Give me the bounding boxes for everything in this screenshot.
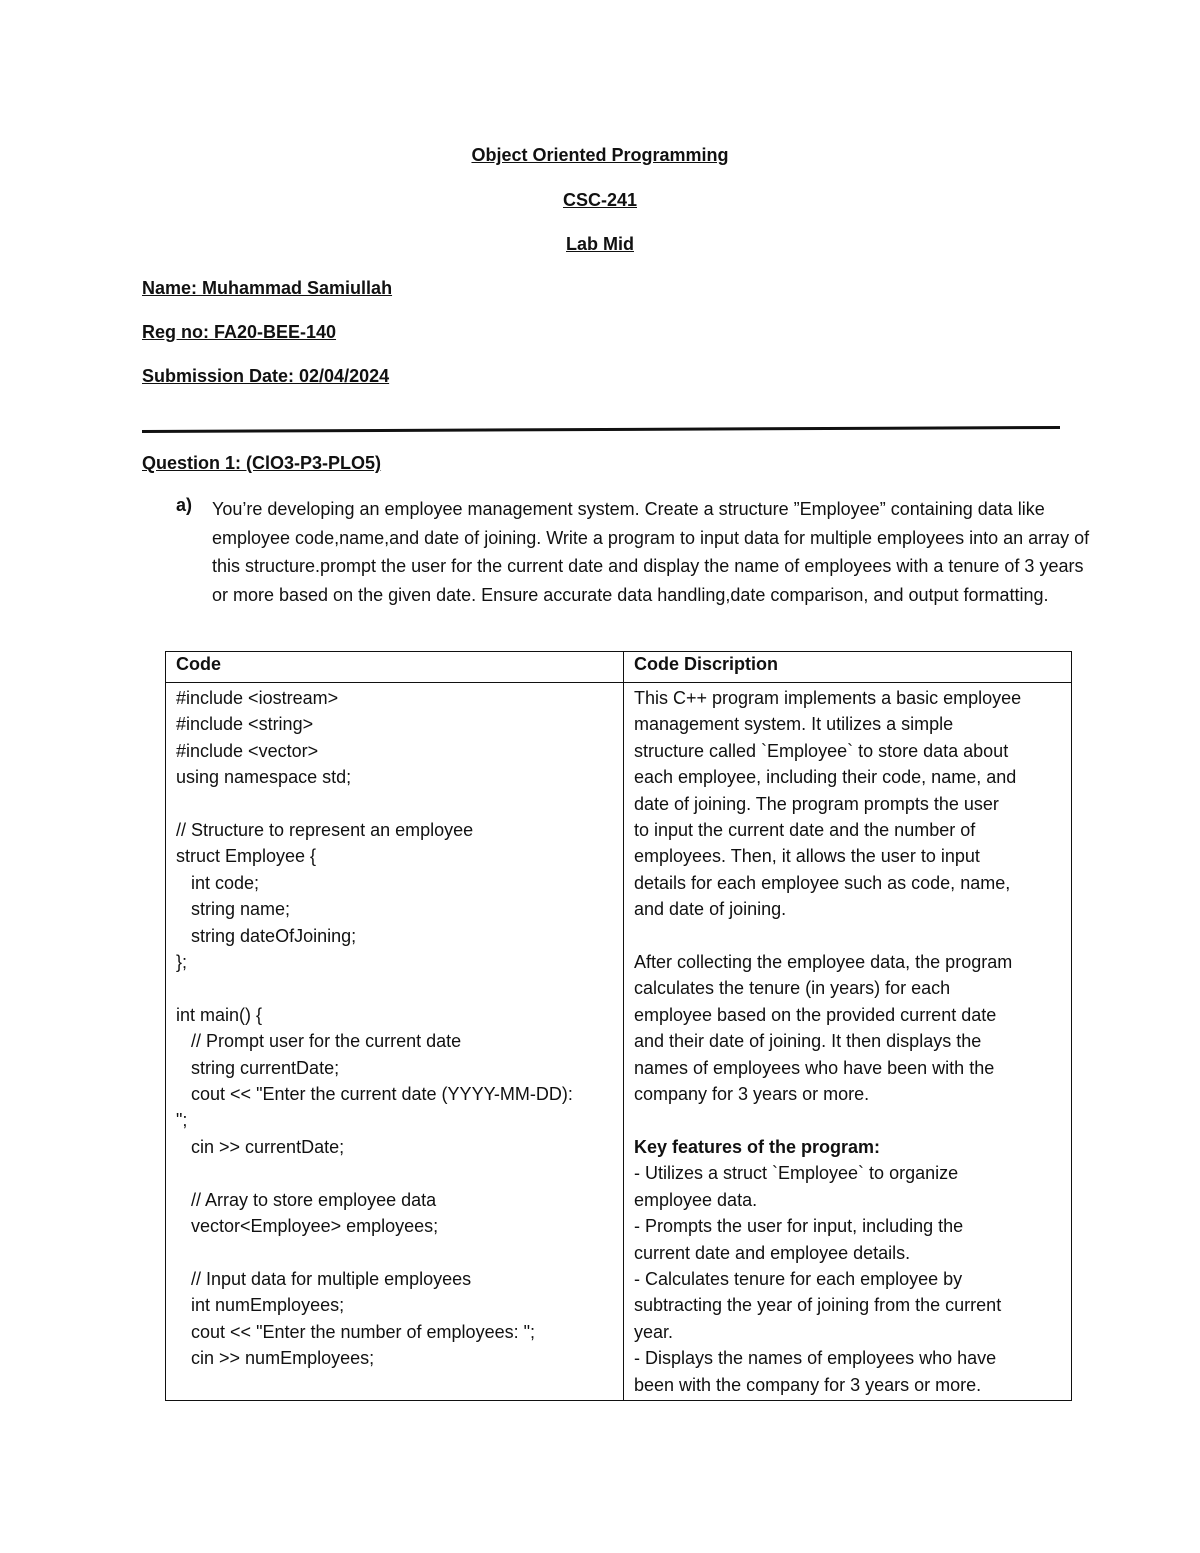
code-line: // Input data for multiple employees <box>176 1268 472 1289</box>
code-line: cout << "Enter the number of employees: "; <box>176 1321 535 1342</box>
code-line: struct Employee { <box>176 846 317 867</box>
code-line: int code; <box>176 872 260 893</box>
code-line: // Structure to represent an employee <box>176 820 474 841</box>
submission-date: Submission Date: 02/04/2024 <box>142 366 390 386</box>
code-line <box>176 1239 613 1265</box>
description-line: and their date of joining. It then displays the <box>634 1031 982 1052</box>
registration-number: Reg no: FA20-BEE-140 <box>142 322 337 342</box>
description-line: - Prompts the user for input, including the <box>634 1216 964 1237</box>
description-line: This C++ program implements a basic employee <box>634 688 1022 708</box>
description-line: current date and employee details. <box>634 1242 911 1263</box>
description-line: - Displays the names of employees who have <box>634 1348 997 1369</box>
description-line: to input the current date and the number of <box>634 820 976 841</box>
description-line: names of employees who have been with the <box>634 1057 995 1078</box>
code-line: #include <vector> <box>176 740 319 761</box>
code-line: using namespace std; <box>176 767 352 788</box>
description-line: company for 3 years or more. <box>634 1084 870 1105</box>
student-name: Name: Muhammad Samiullah <box>142 278 393 298</box>
code-line: #include <iostream> <box>176 688 339 708</box>
code-description <box>634 685 1061 1398</box>
description-line: employees. Then, it allows the user to input <box>634 846 980 867</box>
table-row <box>166 683 1072 1401</box>
description-column-header: Code Discription <box>624 652 1072 683</box>
question-text: You’re developing an employee management system. Create a structure ”Employee” containing data like employee code,name,and date of joining. Write a program to input data for multiple employees into an array of this structure.prompt the user for the current date and display the name of employees with a tenure of 3 years or more based on the given date. Ensure accurate data handling,date comparison, and output formatting. <box>212 499 1090 605</box>
code-line <box>176 1160 613 1186</box>
code-line <box>176 975 613 1001</box>
description-cell <box>624 683 1072 1401</box>
course-code: CSC-241 <box>562 190 638 210</box>
code-line: vector<Employee> employees; <box>176 1216 439 1237</box>
description-line: employee data. <box>634 1189 758 1210</box>
description-line: been with the company for 3 years or more. <box>634 1374 982 1395</box>
course-title: Object Oriented Programming <box>471 145 729 165</box>
code-line: }; <box>176 952 188 973</box>
description-line: employee based on the provided current date <box>634 1004 997 1025</box>
description-line: management system. It utilizes a simple <box>634 714 954 735</box>
code-line: string currentDate; <box>176 1057 340 1078</box>
horizontal-divider <box>142 426 1060 433</box>
code-table <box>165 651 1072 1401</box>
table-header-row <box>166 652 1072 683</box>
description-line: and date of joining. <box>634 899 787 920</box>
code-line: string name; <box>176 899 291 920</box>
code-line: // Array to store employee data <box>176 1189 437 1210</box>
code-listing <box>176 685 613 1372</box>
description-line: structure called `Employee` to store data about <box>634 740 1009 761</box>
code-line: // Prompt user for the current date <box>176 1031 462 1052</box>
description-line: After collecting the employee data, the program <box>634 952 1013 973</box>
description-line: each employee, including their code, name, and <box>634 767 1017 788</box>
question-title: Question 1: (ClO3-P3-PLO5) <box>142 453 382 473</box>
code-line: int numEmployees; <box>176 1295 345 1316</box>
code-line: cout << "Enter the current date (YYYY-MM-DD): <box>176 1084 573 1105</box>
code-column-header: Code <box>166 652 624 683</box>
code-cell <box>166 683 624 1401</box>
code-line: cin >> numEmployees; <box>176 1348 375 1369</box>
description-line: - Calculates tenure for each employee by <box>634 1268 963 1289</box>
code-line: "; <box>176 1110 188 1131</box>
code-line: cin >> currentDate; <box>176 1136 345 1157</box>
code-line <box>176 791 613 817</box>
exam-title: Lab Mid <box>566 234 634 254</box>
description-line: subtracting the year of joining from the current <box>634 1295 1002 1316</box>
description-line: Key features of the program: <box>634 1136 881 1157</box>
description-line: details for each employee such as code, name, <box>634 872 1011 893</box>
code-line: int main() { <box>176 1004 263 1025</box>
list-marker: a) <box>176 495 193 515</box>
description-line: - Utilizes a struct `Employee` to organize <box>634 1163 959 1184</box>
description-line: calculates the tenure (in years) for each <box>634 978 951 999</box>
description-line <box>634 923 1061 949</box>
description-line: year. <box>634 1321 674 1342</box>
code-line: string dateOfJoining; <box>176 925 357 946</box>
description-line <box>634 1107 1061 1133</box>
description-line: date of joining. The program prompts the user <box>634 793 999 814</box>
code-line: #include <string> <box>176 714 314 735</box>
